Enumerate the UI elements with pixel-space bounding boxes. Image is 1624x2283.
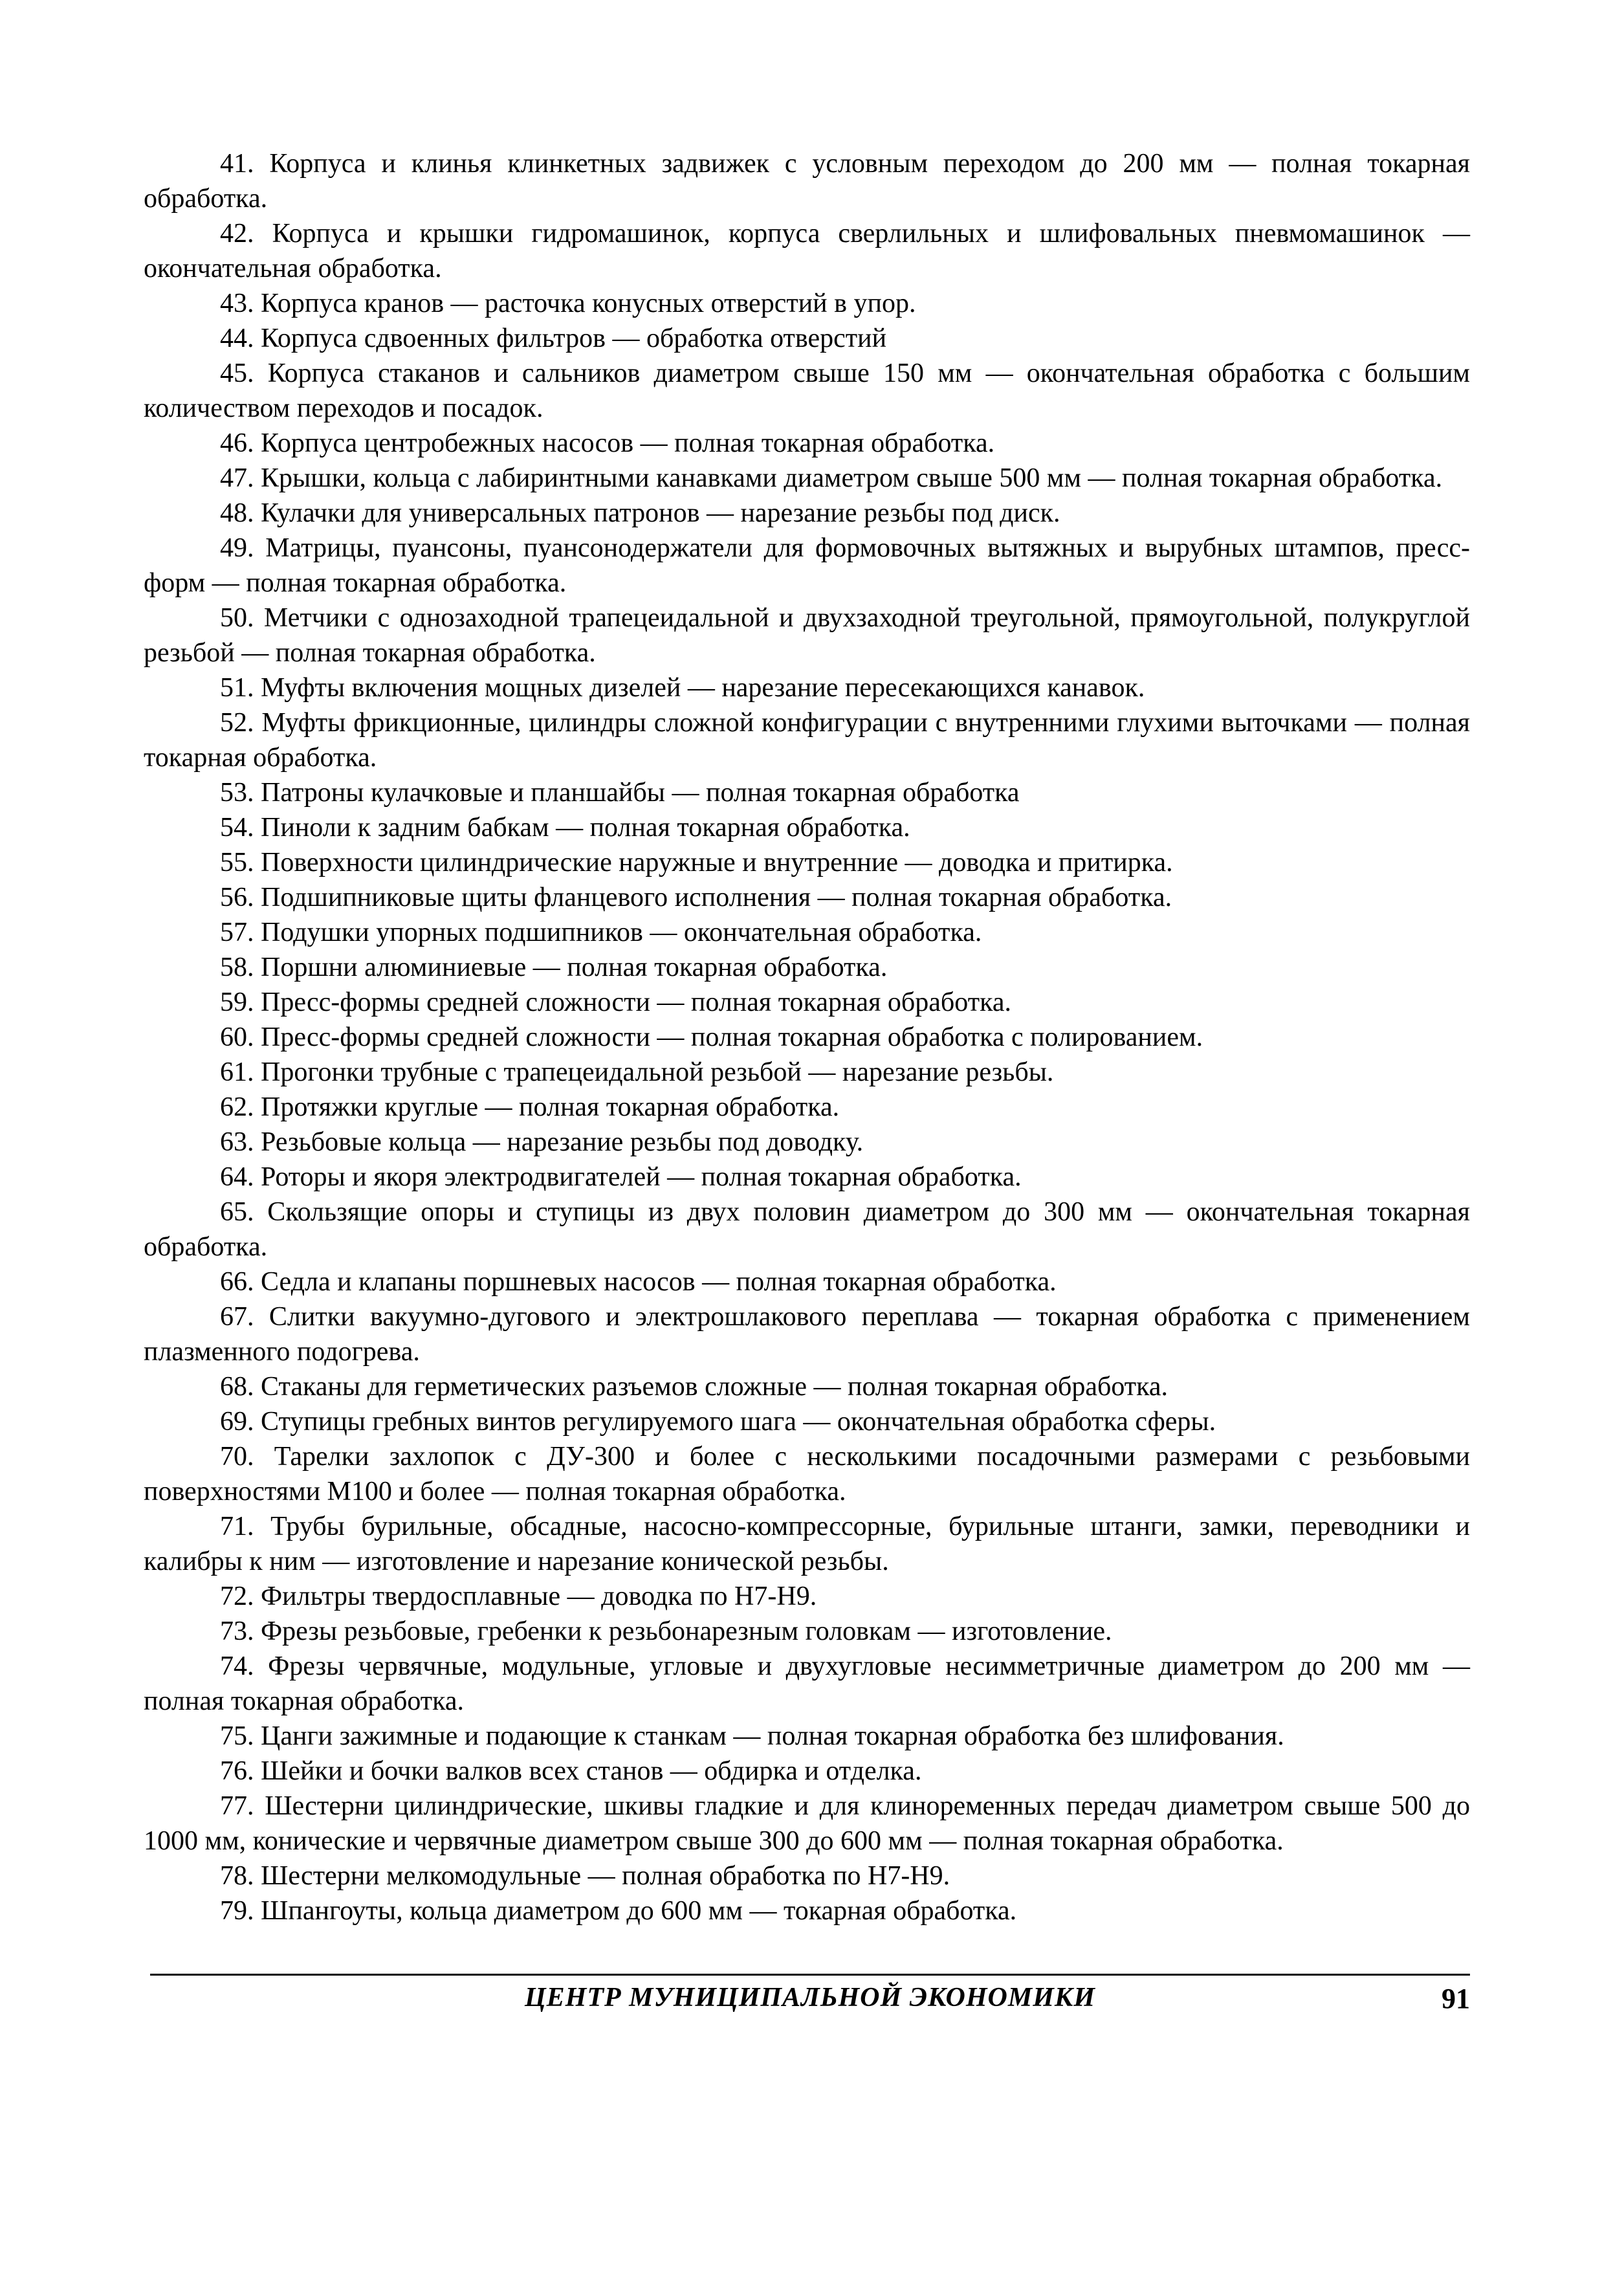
- list-item: 72. Фильтры твердосплавные — доводка по Н7-Н9.: [220, 1582, 817, 1611]
- list-item: 55. Поверхности цилиндрические наружные и внутренние — доводка и притирка.: [220, 848, 1173, 877]
- list-item: 59. Пресс-формы средней сложности — полная токарная обработка.: [220, 987, 1011, 1017]
- list-item: 60. Пресс-формы средней сложности — полная токарная обработка с полированием.: [220, 1022, 1203, 1052]
- list-item: 53. Патроны кулачковые и планшайбы — полная токарная обработка: [220, 778, 1020, 808]
- list-item: 74. Фрезы червячные, модульные, угловые и двухугловые несимметричные диаметром до 200 мм — полная токарная обработка.: [144, 1651, 1470, 1716]
- list-item: 44. Корпуса сдвоенных фильтров — обработка отверстий: [220, 324, 887, 353]
- list-item: 68. Стаканы для герметических разъемов сложные — полная токарная обработка.: [220, 1372, 1169, 1402]
- page-number: 91: [1442, 1983, 1470, 2014]
- list-item: 61. Прогонки трубные с трапецеидальной резьбой — нарезание резьбы.: [220, 1057, 1054, 1087]
- list-item: 57. Подушки упорных подшипников — окончательная обработка.: [220, 918, 982, 947]
- list-item: 66. Седла и клапаны поршневых насосов — полная токарная обработка.: [220, 1267, 1057, 1297]
- list-item: 79. Шпангоуты, кольца диаметром до 600 мм — токарная обработка.: [220, 1896, 1017, 1926]
- list-item: 73. Фрезы резьбовые, гребенки к резьбонарезным головкам — изготовление.: [220, 1616, 1112, 1646]
- list-item: 78. Шестерни мелкомодульные — полная обработка по Н7-Н9.: [220, 1861, 950, 1891]
- list-item: 62. Протяжки круглые — полная токарная обработка.: [220, 1092, 840, 1122]
- list-item: 41. Корпуса и клинья клинкетных задвижек с условным переходом до 200 мм — полная токарная обработка.: [144, 149, 1470, 214]
- list-item: 48. Кулачки для универсальных патронов — нарезание резьбы под диск.: [220, 498, 1060, 528]
- list-item: 75. Цанги зажимные и подающие к станкам — полная токарная обработка без шлифования.: [220, 1721, 1284, 1751]
- list-item: 46. Корпуса центробежных насосов — полная токарная обработка.: [220, 428, 995, 458]
- list-item: 64. Роторы и якоря электродвигателей — полная токарная обработка.: [220, 1162, 1022, 1192]
- list-item: 42. Корпуса и крышки гидромашинок, корпуса сверлильных и шлифовальных пневмомашинок — окончательная обработка.: [144, 219, 1470, 283]
- footer-row: [150, 1982, 1470, 2021]
- list-item: 67. Слитки вакуумно-дугового и электрошлакового переплава — токарная обработка с применением плазменного подогрева.: [144, 1302, 1470, 1367]
- footer-divider: [150, 1974, 1470, 1976]
- list-item: 43. Корпуса кранов — расточка конусных отверстий в упор.: [220, 289, 916, 318]
- list-item: 71. Трубы бурильные, обсадные, насосно-компрессорные, бурильные штанги, замки, переводники и калибры к ним — изготовление и нарезание конической резьбы.: [144, 1512, 1470, 1576]
- list-item: 51. Муфты включения мощных дизелей — нарезание пересекающихся канавок.: [220, 673, 1145, 703]
- list-item: 76. Шейки и бочки валков всех станов — обдирка и отделка.: [220, 1756, 922, 1786]
- list-item: 70. Тарелки захлопок с ДУ-300 и более с несколькими посадочными размерами с резьбовыми поверхностями М100 и более — полная токарная обработка.: [144, 1442, 1470, 1506]
- footer-org-name: ЦЕНТР МУНИЦИПАЛЬНОЙ ЭКОНОМИКИ: [524, 1983, 1096, 2013]
- list-item: 45. Корпуса стаканов и сальников диаметром свыше 150 мм — окончательная обработка с большим количеством переходов и посадок.: [144, 358, 1470, 423]
- list-item: 58. Поршни алюминиевые — полная токарная обработка.: [220, 953, 888, 982]
- list-item: 49. Матрицы, пуансоны, пуансонодержатели для формовочных вытяжных и вырубных штампов, пресс-форм — полная токарная обработка.: [144, 533, 1470, 598]
- item-list: [144, 146, 1470, 1928]
- list-item: 54. Пиноли к задним бабкам — полная токарная обработка.: [220, 813, 910, 843]
- list-item: 52. Муфты фрикционные, цилиндры сложной конфигурации с внутренними глухими выточками — полная токарная обработка.: [144, 708, 1470, 773]
- page-footer: [150, 1974, 1470, 2021]
- list-item: 50. Метчики с однозаходной трапецеидальной и двухзаходной треугольной, прямоугольной, полукруглой резьбой — полная токарная обработка.: [144, 603, 1470, 668]
- list-item: 47. Крышки, кольца с лабиринтными канавками диаметром свыше 500 мм — полная токарная обработка.: [220, 463, 1443, 493]
- list-item: 56. Подшипниковые щиты фланцевого исполнения — полная токарная обработка.: [220, 883, 1172, 912]
- list-item: 69. Ступицы гребных винтов регулируемого шага — окончательная обработка сферы.: [220, 1407, 1216, 1437]
- list-item: 65. Скользящие опоры и ступицы из двух половин диаметром до 300 мм — окончательная токарная обработка.: [144, 1197, 1470, 1262]
- list-item: 63. Резьбовые кольца — нарезание резьбы под доводку.: [220, 1127, 864, 1157]
- list-item: 77. Шестерни цилиндрические, шкивы гладкие и для клиноременных передач диаметром свыше 500 до 1000 мм, конические и червячные диаметром свыше 300 до 600 мм — полная токарная обработка.: [144, 1791, 1470, 1856]
